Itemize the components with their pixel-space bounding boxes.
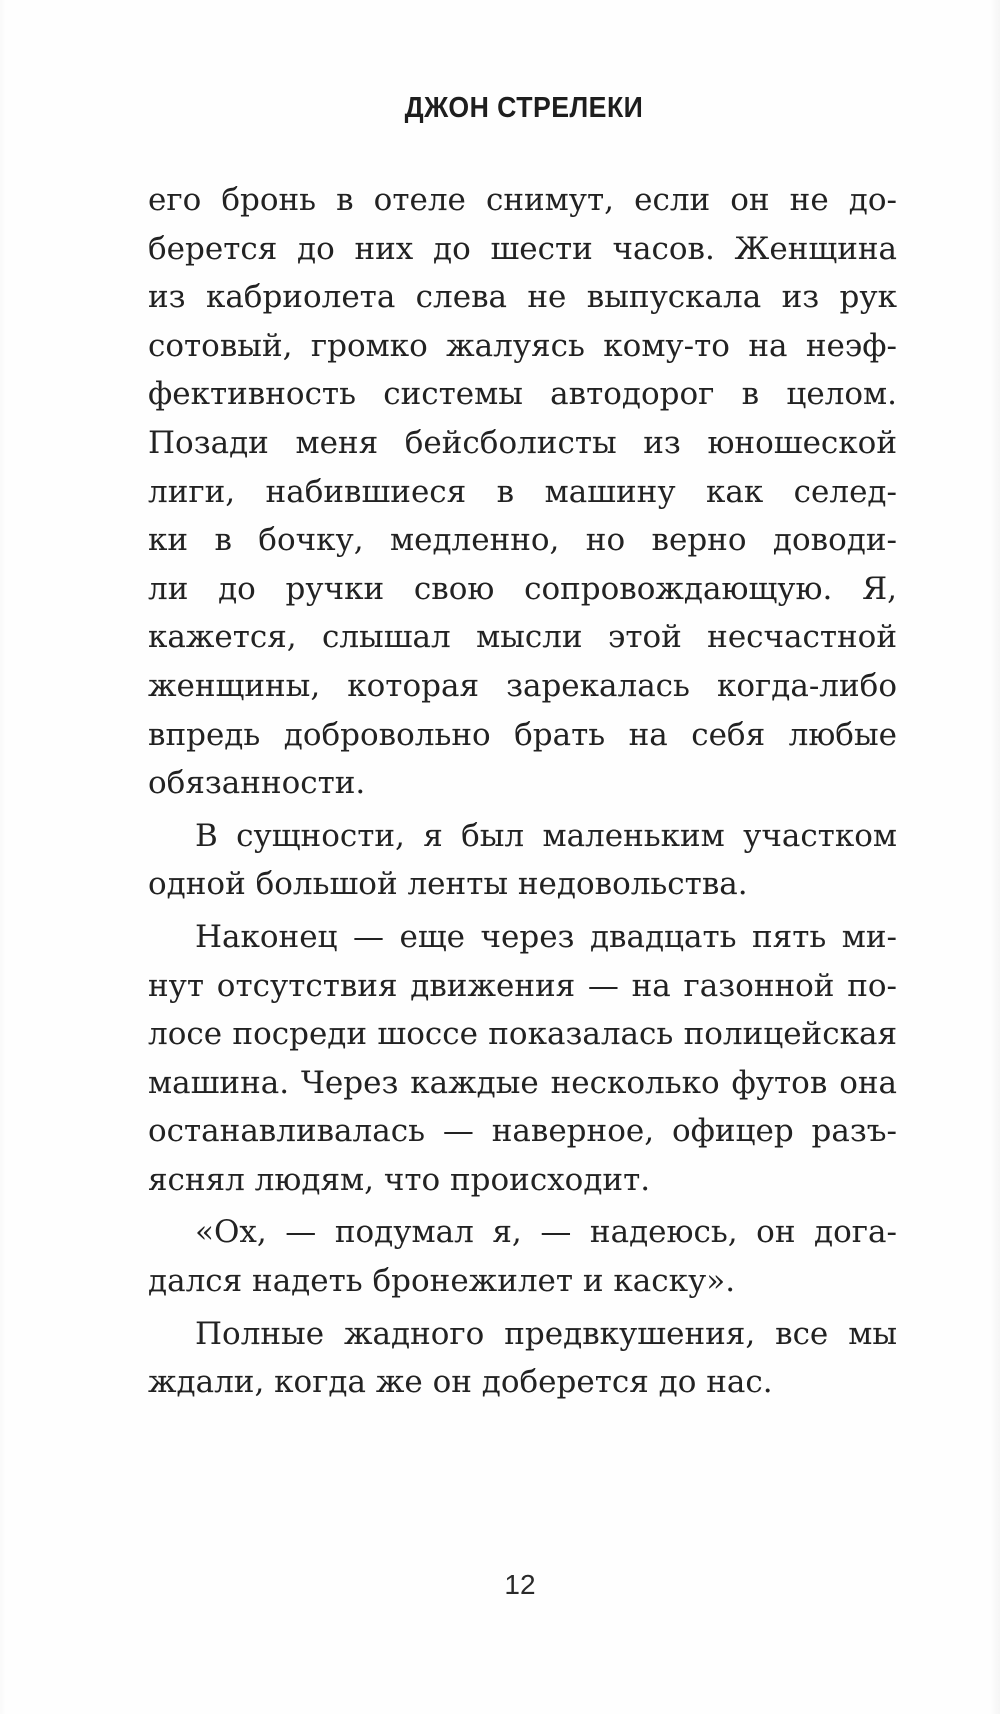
text-line: берется до них до шести часов. Женщина: [148, 230, 897, 267]
text-line: его бронь в отеле снимут, если он не до-: [148, 182, 897, 218]
running-header-author: ДЖОН СТРЕЛЕКИ: [404, 92, 644, 124]
page-left-edge-shadow: [0, 0, 6, 1714]
text-line: ки в бочку, медленно, но верно доводи-: [148, 522, 897, 559]
text-line: ждали, когда же он доберется до нас.: [148, 1364, 773, 1401]
text-line: сотовый, громко жалуясь кому-то на неэф-: [148, 327, 897, 364]
text-line: Наконец — еще через двадцать пять ми-: [195, 918, 897, 955]
text-line: Полные жадного предвкушения, все мы: [195, 1315, 897, 1352]
text-line: машина. Через каждые несколько футов она: [148, 1064, 897, 1101]
body-text: [148, 176, 897, 1407]
text-line: яснял людям, что происходит.: [148, 1161, 651, 1198]
page-number: 12: [504, 1569, 536, 1600]
text-line: обязанности.: [148, 765, 366, 802]
text-line: останавливалась — наверное, офицер разъ-: [148, 1113, 897, 1150]
text-line: из кабриолета слева не выпускала из рук: [148, 279, 897, 316]
paragraph-3: [148, 913, 897, 1205]
text-line: дался надеть бронежилет и каску».: [148, 1263, 736, 1300]
page-right-edge-shadow: [990, 0, 1000, 1714]
text-line: Позади меня бейсболисты из юношеской: [148, 424, 897, 461]
text-line: одной большой ленты недовольства.: [148, 866, 748, 903]
text-line: лиги, набившиеся в машину как селед-: [148, 473, 897, 510]
text-line: лосе посреди шоссе показалась полицейская: [148, 1016, 897, 1053]
paragraph-1: [148, 176, 897, 808]
text-line: кажется, слышал мысли этой несчастной: [148, 619, 897, 656]
text-line: ли до ручки свою сопровождающую. Я,: [148, 570, 897, 607]
text-line: В сущности, я был маленьким участком: [195, 817, 897, 854]
text-line: впредь добровольно брать на себя любые: [148, 716, 897, 753]
text-line: женщины, которая зарекалась когда-либо: [148, 667, 897, 704]
paragraph-4: [148, 1208, 897, 1305]
text-line: «Ох, — подумал я, — надеюсь, он дога-: [195, 1214, 897, 1251]
paragraph-5: [148, 1310, 897, 1407]
text-line: нут отсутствия движения — на газонной по-: [148, 967, 897, 1004]
paragraph-2: [148, 812, 897, 909]
text-line: фективность системы автодорог в целом.: [148, 376, 897, 413]
